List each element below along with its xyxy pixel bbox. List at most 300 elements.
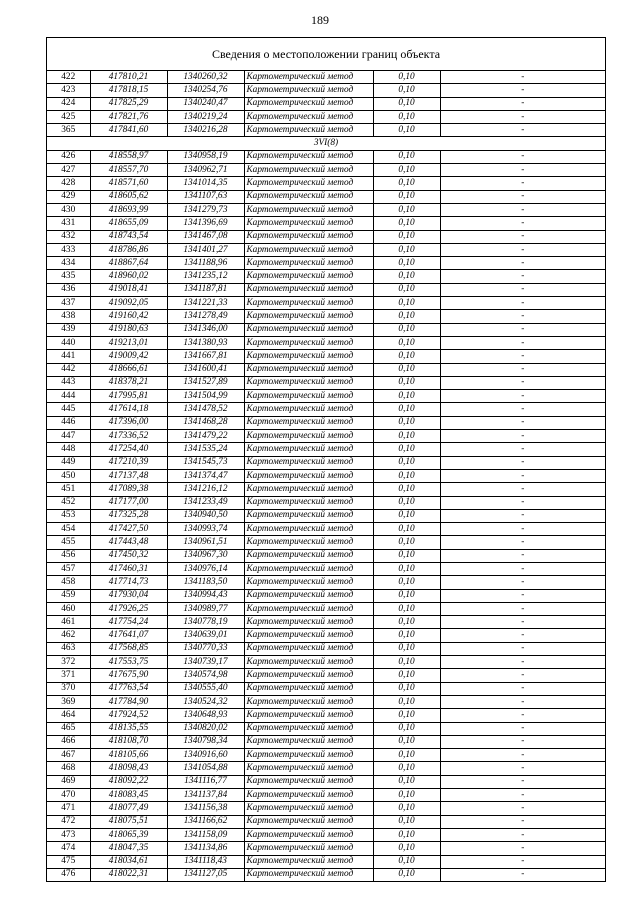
y-coordinate-cell: 1341527,89: [167, 376, 244, 389]
x-coordinate-cell: 417325,28: [90, 509, 167, 522]
method-cell: Картометрический метод: [244, 483, 373, 496]
table-row: [47, 602, 605, 615]
description-cell: -: [440, 629, 605, 642]
x-coordinate-cell: 418092,22: [90, 775, 167, 788]
x-coordinate-cell: 417930,04: [90, 589, 167, 602]
x-coordinate-cell: 418960,02: [90, 270, 167, 283]
method-cell: Картометрический метод: [244, 270, 373, 283]
accuracy-cell: 0,10: [373, 403, 440, 416]
x-coordinate-cell: 417841,60: [90, 124, 167, 137]
description-cell: -: [440, 749, 605, 762]
description-cell: -: [440, 456, 605, 469]
method-cell: Картометрический метод: [244, 456, 373, 469]
method-cell: Картометрический метод: [244, 443, 373, 456]
method-cell: Картометрический метод: [244, 616, 373, 629]
y-coordinate-cell: 1340993,74: [167, 523, 244, 536]
x-coordinate-cell: 417926,25: [90, 602, 167, 615]
table-row: [47, 177, 605, 190]
y-coordinate-cell: 1341667,81: [167, 350, 244, 363]
method-cell: Картометрический метод: [244, 469, 373, 482]
description-cell: -: [440, 483, 605, 496]
description-cell: -: [440, 828, 605, 841]
y-coordinate-cell: 1341166,62: [167, 815, 244, 828]
point-number-cell: 444: [47, 390, 90, 403]
accuracy-cell: 0,10: [373, 868, 440, 881]
point-number-cell: 449: [47, 456, 90, 469]
x-coordinate-cell: 419160,42: [90, 310, 167, 323]
description-cell: -: [440, 97, 605, 110]
x-coordinate-cell: 417137,48: [90, 469, 167, 482]
y-coordinate-cell: 1341107,63: [167, 190, 244, 203]
y-coordinate-cell: 1340989,77: [167, 602, 244, 615]
point-number-cell: 429: [47, 190, 90, 203]
x-coordinate-cell: 419009,42: [90, 350, 167, 363]
point-number-cell: 423: [47, 84, 90, 97]
description-cell: -: [440, 682, 605, 695]
point-number-cell: 447: [47, 430, 90, 443]
method-cell: Картометрический метод: [244, 323, 373, 336]
description-cell: -: [440, 523, 605, 536]
x-coordinate-cell: 418655,09: [90, 217, 167, 230]
description-cell: -: [440, 124, 605, 137]
table-row: [47, 164, 605, 177]
table-row: [47, 376, 605, 389]
point-number-cell: 422: [47, 71, 90, 84]
method-cell: Картометрический метод: [244, 416, 373, 429]
x-coordinate-cell: 417784,90: [90, 695, 167, 708]
description-cell: -: [440, 403, 605, 416]
description-cell: -: [440, 283, 605, 296]
table-row: [47, 789, 605, 802]
x-coordinate-cell: 418571,60: [90, 177, 167, 190]
accuracy-cell: 0,10: [373, 602, 440, 615]
table-row: [47, 855, 605, 868]
y-coordinate-cell: 1341233,49: [167, 496, 244, 509]
point-number-cell: 433: [47, 243, 90, 256]
method-cell: Картометрический метод: [244, 310, 373, 323]
x-coordinate-cell: 417754,24: [90, 616, 167, 629]
description-cell: -: [440, 336, 605, 349]
y-coordinate-cell: 1341380,93: [167, 336, 244, 349]
accuracy-cell: 0,10: [373, 177, 440, 190]
table-row: [47, 350, 605, 363]
x-coordinate-cell: 419018,41: [90, 283, 167, 296]
method-cell: Картометрический метод: [244, 177, 373, 190]
point-number-cell: 457: [47, 562, 90, 575]
point-number-cell: 465: [47, 722, 90, 735]
y-coordinate-cell: 1340940,50: [167, 509, 244, 522]
x-coordinate-cell: 417821,76: [90, 110, 167, 123]
method-cell: Картометрический метод: [244, 669, 373, 682]
description-cell: -: [440, 376, 605, 389]
method-cell: Картометрический метод: [244, 589, 373, 602]
method-cell: Картометрический метод: [244, 496, 373, 509]
description-cell: -: [440, 430, 605, 443]
table-row: [47, 868, 605, 881]
description-cell: -: [440, 257, 605, 270]
x-coordinate-cell: 417675,90: [90, 669, 167, 682]
method-cell: Картометрический метод: [244, 230, 373, 243]
table-row: [47, 243, 605, 256]
description-cell: -: [440, 350, 605, 363]
table-row: [47, 828, 605, 841]
table-row: [47, 523, 605, 536]
method-cell: Картометрический метод: [244, 390, 373, 403]
method-cell: Картометрический метод: [244, 536, 373, 549]
method-cell: Картометрический метод: [244, 430, 373, 443]
table-row: [47, 97, 605, 110]
description-cell: -: [440, 669, 605, 682]
method-cell: Картометрический метод: [244, 509, 373, 522]
accuracy-cell: 0,10: [373, 749, 440, 762]
accuracy-cell: 0,10: [373, 616, 440, 629]
accuracy-cell: 0,10: [373, 709, 440, 722]
y-coordinate-cell: 1341278,49: [167, 310, 244, 323]
x-coordinate-cell: 417763,54: [90, 682, 167, 695]
y-coordinate-cell: 1340216,28: [167, 124, 244, 137]
y-coordinate-cell: 1340961,51: [167, 536, 244, 549]
x-coordinate-cell: 417427,50: [90, 523, 167, 536]
table-row: [47, 71, 605, 84]
point-number-cell: 458: [47, 576, 90, 589]
y-coordinate-cell: 1341374,47: [167, 469, 244, 482]
description-cell: -: [440, 164, 605, 177]
table-row: [47, 190, 605, 203]
x-coordinate-cell: 418022,31: [90, 868, 167, 881]
description-cell: -: [440, 868, 605, 881]
x-coordinate-cell: 417924,52: [90, 709, 167, 722]
point-number-cell: 448: [47, 443, 90, 456]
x-coordinate-cell: 417450,32: [90, 549, 167, 562]
description-cell: -: [440, 443, 605, 456]
method-cell: Картометрический метод: [244, 656, 373, 669]
accuracy-cell: 0,10: [373, 735, 440, 748]
y-coordinate-cell: 1341188,96: [167, 257, 244, 270]
y-coordinate-cell: 1340958,19: [167, 150, 244, 163]
accuracy-cell: 0,10: [373, 363, 440, 376]
method-cell: Картометрический метод: [244, 735, 373, 748]
accuracy-cell: 0,10: [373, 416, 440, 429]
accuracy-cell: 0,10: [373, 323, 440, 336]
point-number-cell: 369: [47, 695, 90, 708]
accuracy-cell: 0,10: [373, 775, 440, 788]
point-number-cell: 436: [47, 283, 90, 296]
accuracy-cell: 0,10: [373, 509, 440, 522]
method-cell: Картометрический метод: [244, 283, 373, 296]
accuracy-cell: 0,10: [373, 523, 440, 536]
method-cell: Картометрический метод: [244, 775, 373, 788]
description-cell: -: [440, 323, 605, 336]
table-row: [47, 509, 605, 522]
accuracy-cell: 0,10: [373, 257, 440, 270]
table-row: [47, 656, 605, 669]
point-number-cell: 441: [47, 350, 90, 363]
y-coordinate-cell: 1341118,43: [167, 855, 244, 868]
y-coordinate-cell: 1341235,12: [167, 270, 244, 283]
x-coordinate-cell: 417818,15: [90, 84, 167, 97]
description-cell: -: [440, 709, 605, 722]
point-number-cell: 456: [47, 549, 90, 562]
accuracy-cell: 0,10: [373, 443, 440, 456]
y-coordinate-cell: 1341478,52: [167, 403, 244, 416]
point-number-cell: 443: [47, 376, 90, 389]
y-coordinate-cell: 1341127,05: [167, 868, 244, 881]
x-coordinate-cell: 417568,85: [90, 642, 167, 655]
method-cell: Картометрический метод: [244, 868, 373, 881]
x-coordinate-cell: 418743,54: [90, 230, 167, 243]
x-coordinate-cell: 417714,73: [90, 576, 167, 589]
description-cell: -: [440, 496, 605, 509]
accuracy-cell: 0,10: [373, 350, 440, 363]
accuracy-cell: 0,10: [373, 97, 440, 110]
y-coordinate-cell: 1340976,14: [167, 562, 244, 575]
table-row: [47, 363, 605, 376]
table-row: [47, 842, 605, 855]
point-number-cell: 471: [47, 802, 90, 815]
description-cell: -: [440, 297, 605, 310]
y-coordinate-cell: 1341216,12: [167, 483, 244, 496]
x-coordinate-cell: 418786,86: [90, 243, 167, 256]
point-number-cell: 439: [47, 323, 90, 336]
point-number-cell: 453: [47, 509, 90, 522]
y-coordinate-cell: 1340798,34: [167, 735, 244, 748]
description-cell: -: [440, 390, 605, 403]
point-number-cell: 473: [47, 828, 90, 841]
accuracy-cell: 0,10: [373, 722, 440, 735]
accuracy-cell: 0,10: [373, 562, 440, 575]
accuracy-cell: 0,10: [373, 243, 440, 256]
method-cell: Картометрический метод: [244, 842, 373, 855]
accuracy-cell: 0,10: [373, 270, 440, 283]
description-cell: -: [440, 802, 605, 815]
accuracy-cell: 0,10: [373, 828, 440, 841]
method-cell: Картометрический метод: [244, 71, 373, 84]
x-coordinate-cell: 417089,38: [90, 483, 167, 496]
table-row: [47, 775, 605, 788]
description-cell: -: [440, 416, 605, 429]
point-number-cell: 474: [47, 842, 90, 855]
method-cell: Картометрический метод: [244, 363, 373, 376]
accuracy-cell: 0,10: [373, 297, 440, 310]
x-coordinate-cell: 417396,00: [90, 416, 167, 429]
table-row: [47, 403, 605, 416]
point-number-cell: 451: [47, 483, 90, 496]
description-cell: -: [440, 695, 605, 708]
description-cell: -: [440, 722, 605, 735]
x-coordinate-cell: 417443,48: [90, 536, 167, 549]
method-cell: Картометрический метод: [244, 164, 373, 177]
y-coordinate-cell: 1341183,50: [167, 576, 244, 589]
accuracy-cell: 0,10: [373, 124, 440, 137]
table-row: [47, 576, 605, 589]
description-cell: -: [440, 576, 605, 589]
table-row: [47, 430, 605, 443]
point-number-cell: 440: [47, 336, 90, 349]
y-coordinate-cell: 1340820,02: [167, 722, 244, 735]
y-coordinate-cell: 1341468,28: [167, 416, 244, 429]
method-cell: Картометрический метод: [244, 602, 373, 615]
table-row: [47, 84, 605, 97]
description-cell: -: [440, 363, 605, 376]
x-coordinate-cell: 417614,18: [90, 403, 167, 416]
table-row: [47, 390, 605, 403]
accuracy-cell: 0,10: [373, 669, 440, 682]
x-coordinate-cell: 418108,70: [90, 735, 167, 748]
method-cell: Картометрический метод: [244, 828, 373, 841]
accuracy-cell: 0,10: [373, 695, 440, 708]
x-coordinate-cell: 418098,43: [90, 762, 167, 775]
point-number-cell: 454: [47, 523, 90, 536]
method-cell: Картометрический метод: [244, 336, 373, 349]
point-number-cell: 460: [47, 602, 90, 615]
y-coordinate-cell: 1340219,24: [167, 110, 244, 123]
point-number-cell: 475: [47, 855, 90, 868]
method-cell: Картометрический метод: [244, 97, 373, 110]
x-coordinate-cell: 418378,21: [90, 376, 167, 389]
table-row: [47, 616, 605, 629]
table-row: [47, 802, 605, 815]
x-coordinate-cell: 417825,29: [90, 97, 167, 110]
method-cell: Картометрический метод: [244, 789, 373, 802]
section-row: [47, 137, 605, 150]
x-coordinate-cell: 418034,61: [90, 855, 167, 868]
y-coordinate-cell: 1340770,33: [167, 642, 244, 655]
method-cell: Картометрический метод: [244, 629, 373, 642]
accuracy-cell: 0,10: [373, 84, 440, 97]
x-coordinate-cell: 417995,81: [90, 390, 167, 403]
y-coordinate-cell: 1341156,38: [167, 802, 244, 815]
x-coordinate-cell: 417254,40: [90, 443, 167, 456]
table-row: [47, 336, 605, 349]
accuracy-cell: 0,10: [373, 762, 440, 775]
table-row: [47, 124, 605, 137]
point-number-cell: 431: [47, 217, 90, 230]
table-caption: Сведения о местоположении границ объекта: [47, 38, 605, 71]
method-cell: Картометрический метод: [244, 243, 373, 256]
point-number-cell: 434: [47, 257, 90, 270]
table-row: [47, 762, 605, 775]
accuracy-cell: 0,10: [373, 815, 440, 828]
point-number-cell: 461: [47, 616, 90, 629]
description-cell: -: [440, 243, 605, 256]
table-row: [47, 469, 605, 482]
point-number-cell: 430: [47, 203, 90, 216]
table-row: [47, 456, 605, 469]
table-row: [47, 735, 605, 748]
point-number-cell: 469: [47, 775, 90, 788]
description-cell: -: [440, 110, 605, 123]
y-coordinate-cell: 1340967,30: [167, 549, 244, 562]
x-coordinate-cell: 418135,55: [90, 722, 167, 735]
y-coordinate-cell: 1340639,01: [167, 629, 244, 642]
description-cell: -: [440, 642, 605, 655]
point-number-cell: 442: [47, 363, 90, 376]
table-row: [47, 682, 605, 695]
method-cell: Картометрический метод: [244, 84, 373, 97]
accuracy-cell: 0,10: [373, 217, 440, 230]
y-coordinate-cell: 1340555,40: [167, 682, 244, 695]
y-coordinate-cell: 1340254,76: [167, 84, 244, 97]
table-row: [47, 496, 605, 509]
accuracy-cell: 0,10: [373, 164, 440, 177]
y-coordinate-cell: 1341535,24: [167, 443, 244, 456]
table-row: [47, 589, 605, 602]
x-coordinate-cell: 419092,05: [90, 297, 167, 310]
accuracy-cell: 0,10: [373, 629, 440, 642]
y-coordinate-cell: 1341116,77: [167, 775, 244, 788]
accuracy-cell: 0,10: [373, 536, 440, 549]
table-row: [47, 230, 605, 243]
description-cell: -: [440, 230, 605, 243]
accuracy-cell: 0,10: [373, 283, 440, 296]
y-coordinate-cell: 1340916,60: [167, 749, 244, 762]
x-coordinate-cell: 418077,49: [90, 802, 167, 815]
method-cell: Картометрический метод: [244, 350, 373, 363]
method-cell: Картометрический метод: [244, 190, 373, 203]
x-coordinate-cell: 418666,61: [90, 363, 167, 376]
x-coordinate-cell: 417210,39: [90, 456, 167, 469]
description-cell: -: [440, 536, 605, 549]
point-number-cell: 455: [47, 536, 90, 549]
method-cell: Картометрический метод: [244, 203, 373, 216]
accuracy-cell: 0,10: [373, 802, 440, 815]
coordinates-table: [47, 71, 605, 881]
y-coordinate-cell: 1341137,84: [167, 789, 244, 802]
point-number-cell: 371: [47, 669, 90, 682]
table-row: [47, 323, 605, 336]
table-row: [47, 695, 605, 708]
accuracy-cell: 0,10: [373, 230, 440, 243]
y-coordinate-cell: 1341396,69: [167, 217, 244, 230]
point-number-cell: 450: [47, 469, 90, 482]
x-coordinate-cell: 417641,07: [90, 629, 167, 642]
y-coordinate-cell: 1340739,17: [167, 656, 244, 669]
accuracy-cell: 0,10: [373, 110, 440, 123]
point-number-cell: 435: [47, 270, 90, 283]
point-number-cell: 432: [47, 230, 90, 243]
accuracy-cell: 0,10: [373, 430, 440, 443]
table-row: [47, 815, 605, 828]
x-coordinate-cell: 417460,31: [90, 562, 167, 575]
description-cell: -: [440, 469, 605, 482]
description-cell: -: [440, 735, 605, 748]
method-cell: Картометрический метод: [244, 549, 373, 562]
description-cell: -: [440, 203, 605, 216]
x-coordinate-cell: 418693,99: [90, 203, 167, 216]
point-number-cell: 472: [47, 815, 90, 828]
x-coordinate-cell: 418605,62: [90, 190, 167, 203]
table-row: [47, 722, 605, 735]
point-number-cell: 428: [47, 177, 90, 190]
accuracy-cell: 0,10: [373, 483, 440, 496]
y-coordinate-cell: 1341545,73: [167, 456, 244, 469]
method-cell: Картометрический метод: [244, 855, 373, 868]
accuracy-cell: 0,10: [373, 855, 440, 868]
description-cell: -: [440, 775, 605, 788]
accuracy-cell: 0,10: [373, 71, 440, 84]
accuracy-cell: 0,10: [373, 456, 440, 469]
x-coordinate-cell: 417336,52: [90, 430, 167, 443]
point-number-cell: 466: [47, 735, 90, 748]
accuracy-cell: 0,10: [373, 789, 440, 802]
method-cell: Картометрический метод: [244, 150, 373, 163]
accuracy-cell: 0,10: [373, 642, 440, 655]
table-row: [47, 483, 605, 496]
method-cell: Картометрический метод: [244, 257, 373, 270]
point-number-cell: 424: [47, 97, 90, 110]
accuracy-cell: 0,10: [373, 589, 440, 602]
description-cell: -: [440, 71, 605, 84]
